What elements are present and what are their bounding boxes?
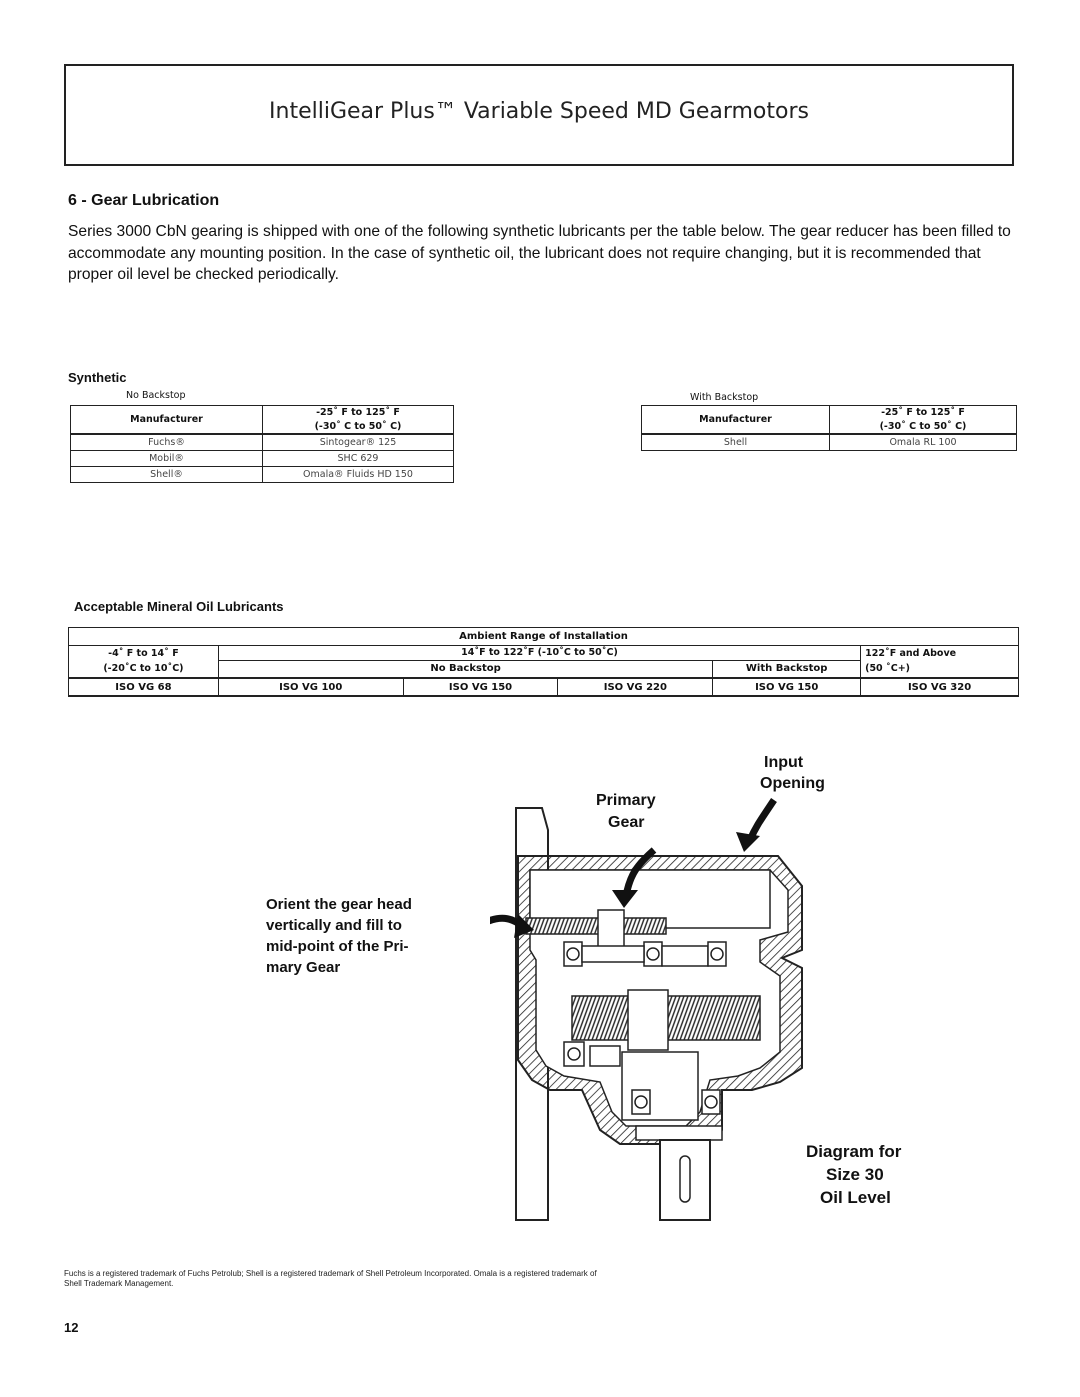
primary-label-line1: Primary: [596, 792, 656, 809]
page-number: 12: [64, 1320, 79, 1335]
with-backstop-caption: With Backstop: [690, 392, 759, 403]
caption-line3: Oil Level: [820, 1188, 891, 1207]
lubricant-cell: Sintogear® 125: [263, 434, 454, 451]
trademark-footnote: Fuchs is a registered trademark of Fuchs Petrolub; Shell is a registered trademark of Shell Petroleum Incorporated. Omala is a registered trademark of Shell Trademark Management.: [64, 1269, 597, 1288]
primary-gear-hub: [598, 910, 624, 950]
header-range-f: -25˚ F to 125˚ F: [830, 406, 1017, 420]
lubricant-cell: Omala® Fluids HD 150: [263, 467, 454, 483]
grade-cell: ISO VG 150: [713, 678, 861, 696]
low-range-c: (-20˚C to 10˚C): [69, 660, 219, 678]
table-row: [71, 451, 454, 467]
lower-spacer: [590, 1046, 620, 1066]
intro-paragraph: Series 3000 CbN gearing is shipped with one of the following synthetic lubricants per the table below. The gear reducer has been filled to accommodate any mounting position. In the case of synthetic oil, the lubricant does not require changing, but it is recommended that proper oil level be checked periodically.: [68, 223, 1011, 283]
with-backstop-label: With Backstop: [713, 660, 861, 678]
page-title: IntelliGear Plus™ Variable Speed MD Gearmotors: [269, 99, 809, 124]
header-range-c: (-30˚ C to 50˚ C): [263, 419, 454, 434]
primary-gear-teeth: [526, 918, 666, 934]
manufacturer-cell: Fuchs®: [71, 434, 263, 451]
header-manufacturer: Manufacturer: [71, 406, 263, 435]
orient-line3: mid-point of the Pri-: [266, 938, 409, 955]
bearing-lower-left: [564, 1042, 584, 1066]
lubricant-cell: SHC 629: [263, 451, 454, 467]
caption-line2: Size 30: [826, 1165, 884, 1184]
manufacturer-cell: Shell®: [71, 467, 263, 483]
table-row: [71, 467, 454, 483]
orient-line2: vertically and fill to: [266, 917, 402, 934]
synthetic-heading: Synthetic: [68, 370, 127, 385]
input-opening-arrow: [750, 800, 774, 840]
header-range-f: -25˚ F to 125˚ F: [263, 406, 454, 420]
no-backstop-caption: No Backstop: [126, 390, 186, 401]
low-range-f: -4˚ F to 14˚ F: [69, 646, 219, 661]
gearbox-cross-section-diagram: [490, 790, 830, 1230]
output-seal: [636, 1126, 722, 1140]
high-range-c: (50 ˚C+): [861, 660, 1019, 678]
header-manufacturer: Manufacturer: [642, 406, 830, 435]
high-range-f: 122˚F and Above: [861, 646, 1019, 661]
mineral-oil-table: [68, 627, 1019, 697]
mineral-heading: Acceptable Mineral Oil Lubricants: [74, 599, 284, 614]
table-row: [69, 678, 1019, 696]
grade-cell: ISO VG 68: [69, 678, 219, 696]
grade-cell: ISO VG 150: [403, 678, 558, 696]
table-row: [642, 434, 1017, 451]
input-label-line2: Opening: [760, 775, 825, 792]
upper-collar: [662, 946, 708, 966]
mid-range: 14˚F to 122˚F (-10˚C to 50˚C): [218, 646, 860, 661]
upper-shaft: [582, 946, 644, 962]
orient-line1: Orient the gear head: [266, 896, 412, 913]
header-range-c: (-30˚ C to 50˚ C): [830, 419, 1017, 434]
grade-cell: ISO VG 320: [861, 678, 1019, 696]
caption-line1: Diagram for: [806, 1142, 902, 1161]
synthetic-with-backstop-table: [641, 405, 1017, 451]
lubricant-cell: Omala RL 100: [830, 434, 1017, 451]
orient-line4: mary Gear: [266, 959, 341, 976]
manufacturer-cell: Mobil®: [71, 451, 263, 467]
synthetic-no-backstop-table: [70, 405, 454, 483]
ambient-range-header: Ambient Range of Installation: [69, 628, 1019, 646]
secondary-gear-hub: [628, 990, 668, 1050]
grade-cell: ISO VG 220: [558, 678, 713, 696]
input-label-line1: Input: [764, 754, 804, 771]
table-row: [71, 434, 454, 451]
shaft-keyway: [680, 1156, 690, 1202]
no-backstop-label: No Backstop: [218, 660, 712, 678]
title-box: [64, 64, 1014, 166]
grade-cell: ISO VG 100: [218, 678, 403, 696]
primary-label-line2: Gear: [608, 814, 645, 831]
manufacturer-cell: Shell: [642, 434, 830, 451]
section-heading: 6 - Gear Lubrication: [68, 192, 220, 209]
